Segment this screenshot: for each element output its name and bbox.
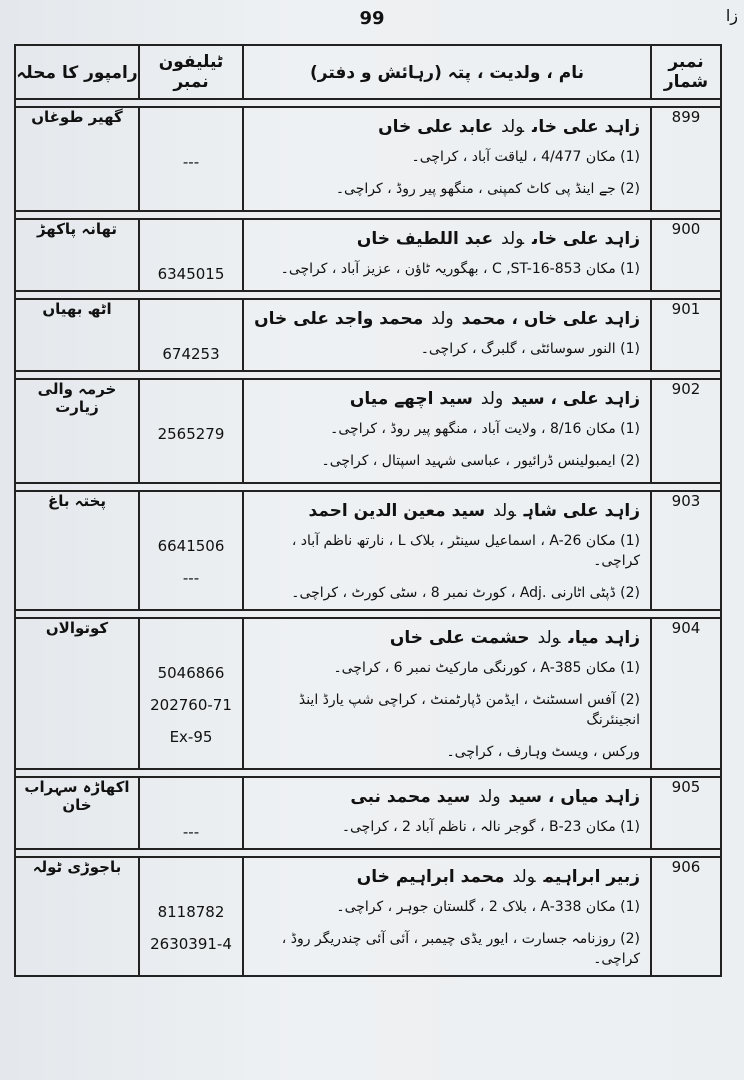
table-row: [15, 219, 721, 291]
entry-phone: [140, 858, 242, 896]
row-spacer: [15, 769, 721, 777]
entry-phone: ---: [182, 153, 200, 171]
spacer-cell: [15, 769, 721, 777]
entry-serial: 905: [651, 777, 721, 849]
entry-father: عابد علی خاں: [378, 117, 494, 137]
entry-serial: 901: [651, 299, 721, 371]
entry-father: محمد ابراہیم خاں: [356, 867, 505, 887]
entry-phone: 6641506: [157, 537, 225, 555]
entry-phone: 6345015: [157, 265, 225, 283]
entry-name-cell: [243, 777, 651, 849]
register-body: [15, 99, 721, 976]
entry-name-cell: [243, 491, 651, 610]
entry-name-cell: [243, 107, 651, 211]
entry-phone-cell: [139, 219, 243, 291]
entry-name: زاہد علی خاں: [531, 229, 640, 249]
entry-phone: 2630391-4: [150, 935, 232, 953]
entry-name-cell: [243, 299, 651, 371]
entry-name-cell: [243, 857, 651, 976]
entry-phone: 2565279: [157, 425, 225, 443]
entry-phone: 202760-71: [150, 696, 232, 714]
entry-address: (1) مکان 4/477 ، لیاقت آباد ، کراچی۔: [411, 149, 640, 165]
entry-area: اکھاڑہ سہراب خان: [15, 777, 139, 849]
table-row: [15, 491, 721, 610]
entry-address: (2) ڈپٹی اٹارنی .Adj ، کورٹ نمبر 8 ، سٹی کورٹ ، کراچی۔: [291, 585, 640, 601]
entry-name-line: [244, 619, 650, 652]
entry-father: سید محمد نبی: [350, 787, 471, 807]
entry-area: خرمہ والی زیارت: [15, 379, 139, 483]
entry-name-cell: [243, 379, 651, 483]
entry-phone: 8118782: [157, 903, 225, 921]
spacer-cell: [15, 610, 721, 618]
table-row: [15, 857, 721, 976]
entry-phone: [140, 108, 242, 146]
table-row: [15, 299, 721, 371]
header-row: [15, 45, 721, 99]
header-phone: ٹیلیفون نمبر: [139, 45, 243, 99]
table-row: [15, 379, 721, 483]
entry-phone-cell: [139, 491, 243, 610]
entry-phone-cell: [139, 857, 243, 976]
header-name: نام ، ولدیت ، پتہ (رہائش و دفتر): [243, 45, 651, 99]
entry-serial: 906: [651, 857, 721, 976]
entry-name: زاہد علی شاہ: [523, 501, 640, 521]
entry-phone: [140, 178, 242, 210]
spacer-cell: [15, 849, 721, 857]
entry-address: (2) ایمبولینس ڈرائیور ، عباسی شہید اسپتال ، کراچی۔: [321, 453, 640, 469]
entry-phone: [140, 450, 242, 482]
entry-address: (1) مکان A-26 ، اسماعیل سینٹر ، بلاک L ، نارتھ ناظم آباد ، کراچی۔: [291, 533, 640, 569]
entry-serial: 900: [651, 219, 721, 291]
entry-area: تھانہ پاکھڑ: [15, 219, 139, 291]
entry-phone: [140, 492, 242, 530]
row-spacer: [15, 291, 721, 299]
entry-phone-cell: [139, 107, 243, 211]
entry-area: اٹھ بھیاں: [15, 299, 139, 371]
entry-phone: [140, 778, 242, 816]
entry-phone: [140, 380, 242, 418]
entry-phone: Ex-95: [169, 728, 213, 746]
entry-wald: ولد: [501, 229, 524, 249]
entry-phone: 5046866: [157, 664, 225, 682]
spacer-cell: [15, 99, 721, 107]
entry-serial: 903: [651, 491, 721, 610]
entry-serial: 904: [651, 618, 721, 769]
entry-address: (1) مکان 8/16 ، ولایت آباد ، منگھو پیر روڈ ، کراچی۔: [330, 421, 640, 437]
entry-area: کوتوالاں: [15, 618, 139, 769]
entry-area: گھیر طوغاں: [15, 107, 139, 211]
entry-name: زاہد علی ، سید: [511, 389, 640, 409]
entry-wald: ولد: [537, 628, 561, 648]
entry-address: (2) روزنامہ جسارت ، ایور یڈی چیمبر ، آئی آئی چندریگر روڈ ، کراچی۔: [281, 931, 640, 967]
entry-father: عبد اللطیف خاں: [356, 229, 494, 249]
row-spacer: [15, 371, 721, 379]
entry-phone-cell: [139, 379, 243, 483]
page-number: 99: [359, 8, 385, 29]
spacer-cell: [15, 371, 721, 379]
entry-serial: 902: [651, 379, 721, 483]
entry-phone: ---: [182, 823, 200, 841]
spacer-cell: [15, 211, 721, 219]
entry-name: زاہد میاں ، سید: [508, 787, 640, 807]
row-spacer: [15, 610, 721, 618]
register-table: [14, 44, 722, 977]
entry-name-line: [244, 858, 650, 891]
entry-wald: ولد: [493, 501, 516, 521]
row-spacer: [15, 849, 721, 857]
row-spacer: [15, 211, 721, 219]
entry-wald: ولد: [501, 117, 524, 137]
entry-wald: ولد: [480, 389, 504, 409]
entry-name-line: [244, 492, 650, 525]
row-spacer: [15, 99, 721, 107]
entry-phone-cell: [139, 777, 243, 849]
entry-phone-cell: [139, 299, 243, 371]
entry-name-line: [244, 380, 650, 413]
entry-name-line: [244, 778, 650, 811]
row-spacer: [15, 483, 721, 491]
entry-name-cell: [243, 618, 651, 769]
entry-phone: 674253: [162, 345, 220, 363]
entry-father: حشمت علی خاں: [389, 628, 530, 648]
header-serial: نمبر شمار: [651, 45, 721, 99]
entry-wald: ولد: [478, 787, 501, 807]
header-area: رامپور کا محلہ: [15, 45, 139, 99]
entry-phone: [140, 619, 242, 657]
entry-name: زاہد علی خاں ، محمد: [461, 309, 640, 329]
entry-address: (1) مکان B-23 ، گوجر نالہ ، ناظم آباد 2 ، کراچی۔: [341, 819, 640, 835]
entry-serial: 899: [651, 107, 721, 211]
entry-phone: [140, 220, 242, 258]
entry-address: (2) آفس اسسٹنٹ ، ایڈمن ڈپارٹمنٹ ، کراچی شپ یارڈ اینڈ انجینئرنگ: [298, 692, 640, 728]
entry-name: زبیر ابراہیم: [543, 867, 640, 887]
entry-name: زاہد میاں: [568, 628, 640, 648]
corner-mark: زا: [725, 6, 738, 25]
entry-wald: ولد: [431, 309, 454, 329]
entry-wald: ولد: [512, 867, 536, 887]
entry-address: (1) النور سوسائٹی ، گلبرگ ، کراچی۔: [420, 341, 640, 357]
entry-father: محمد واجد علی خاں: [254, 309, 424, 329]
table-row: [15, 777, 721, 849]
entry-address: (2) جے اینڈ پی کاٹ کمپنی ، منگھو پیر روڈ ، کراچی۔: [335, 181, 640, 197]
entry-name: زاہد علی خاں: [531, 117, 640, 137]
entry-area: باجوڑی ٹولہ: [15, 857, 139, 976]
entry-name-line: [244, 220, 650, 253]
entry-name-line: [244, 108, 650, 141]
spacer-cell: [15, 291, 721, 299]
entry-address: (1) مکان 853-C ,ST-16 ، بھگوریہ ٹاؤن ، عزیز آباد ، کراچی۔: [280, 261, 640, 277]
spacer-cell: [15, 483, 721, 491]
entry-address: (1) مکان A-385 ، کورنگی مارکیٹ نمبر 6 ، کراچی۔: [333, 660, 640, 676]
entry-address: (1) مکان A-338 ، بلاک 2 ، گلستان جوہر ، کراچی۔: [336, 899, 640, 915]
entry-address: ورکس ، ویسٹ وہارف ، کراچی۔: [446, 744, 640, 760]
entry-phone: [140, 300, 242, 338]
entry-area: پختہ باغ: [15, 491, 139, 610]
table-row: [15, 618, 721, 769]
entry-phone: ---: [182, 569, 200, 587]
entry-father: سید معین الدین احمد: [308, 501, 486, 521]
entry-name-cell: [243, 219, 651, 291]
entry-father: سید اچھے میاں: [349, 389, 473, 409]
entry-phone-cell: [139, 618, 243, 769]
table-row: [15, 107, 721, 211]
entry-name-line: [244, 300, 650, 333]
